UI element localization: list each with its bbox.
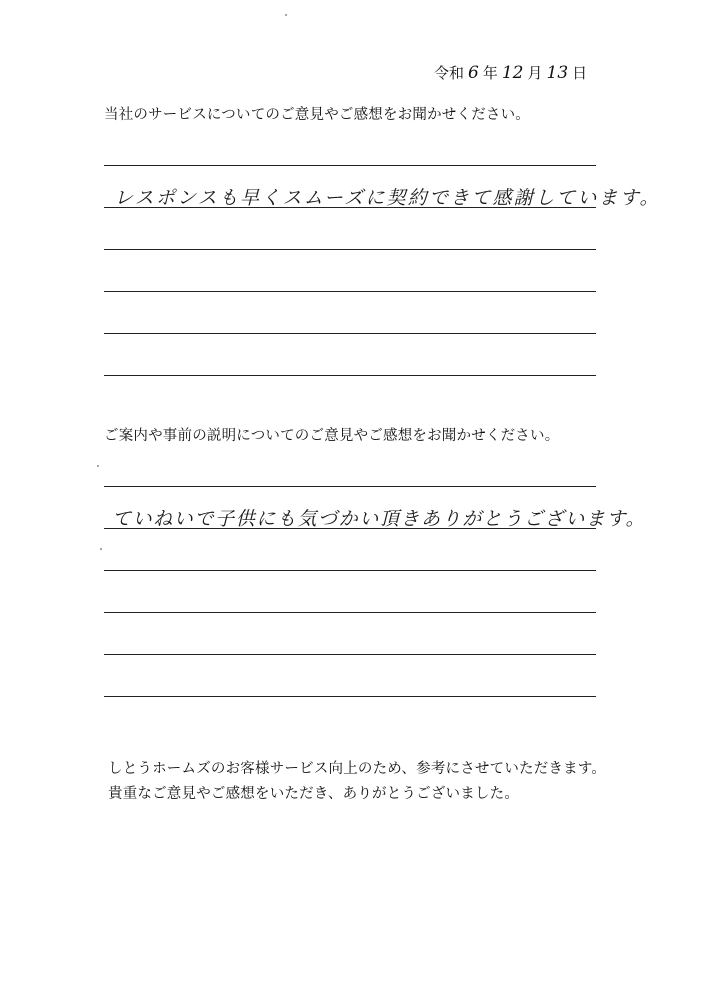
scan-speck [285, 14, 287, 16]
question-2: ご案内や事前の説明についてのご意見やご感想をお聞かせください。 [104, 428, 560, 444]
answer-2-rule [104, 528, 596, 529]
answer-1-rule [104, 249, 596, 250]
answer-1-rule [104, 207, 596, 208]
month-label: 月 [527, 64, 543, 82]
day-value: 13 [546, 63, 569, 83]
footer-line-2: 貴重なご意見やご感想をいただき、ありがとうございました。 [108, 786, 520, 802]
footer-line-1: しとうホームズのお客様サービス向上のため、参考にさせていただきます。 [108, 761, 607, 777]
era-label: 令和 [434, 64, 465, 82]
year-value: 6 [468, 63, 479, 83]
year-label: 年 [482, 64, 498, 82]
answer-1-rule [104, 375, 596, 376]
answer-1-rule [104, 291, 596, 292]
answer-2-line-1: ていねいで子供にも気づかい頂きありがとうございます。 [112, 508, 647, 530]
date-row [434, 62, 587, 83]
answer-1-rule [104, 333, 596, 334]
answer-2-rule [104, 696, 596, 697]
answer-2-rule [104, 486, 596, 487]
answer-1-line-1: レスポンスも早くスムーズに契約できて感謝しています。 [114, 187, 661, 209]
answer-1-rule [104, 165, 596, 166]
day-label: 日 [572, 64, 588, 82]
scan-speck [100, 548, 102, 550]
answer-2-rule [104, 654, 596, 655]
month-value: 12 [501, 63, 524, 83]
answer-2-rule [104, 570, 596, 571]
scan-speck [97, 465, 99, 467]
answer-2-rule [104, 612, 596, 613]
question-1: 当社のサービスについてのご意見やご感想をお聞かせください。 [104, 107, 531, 123]
